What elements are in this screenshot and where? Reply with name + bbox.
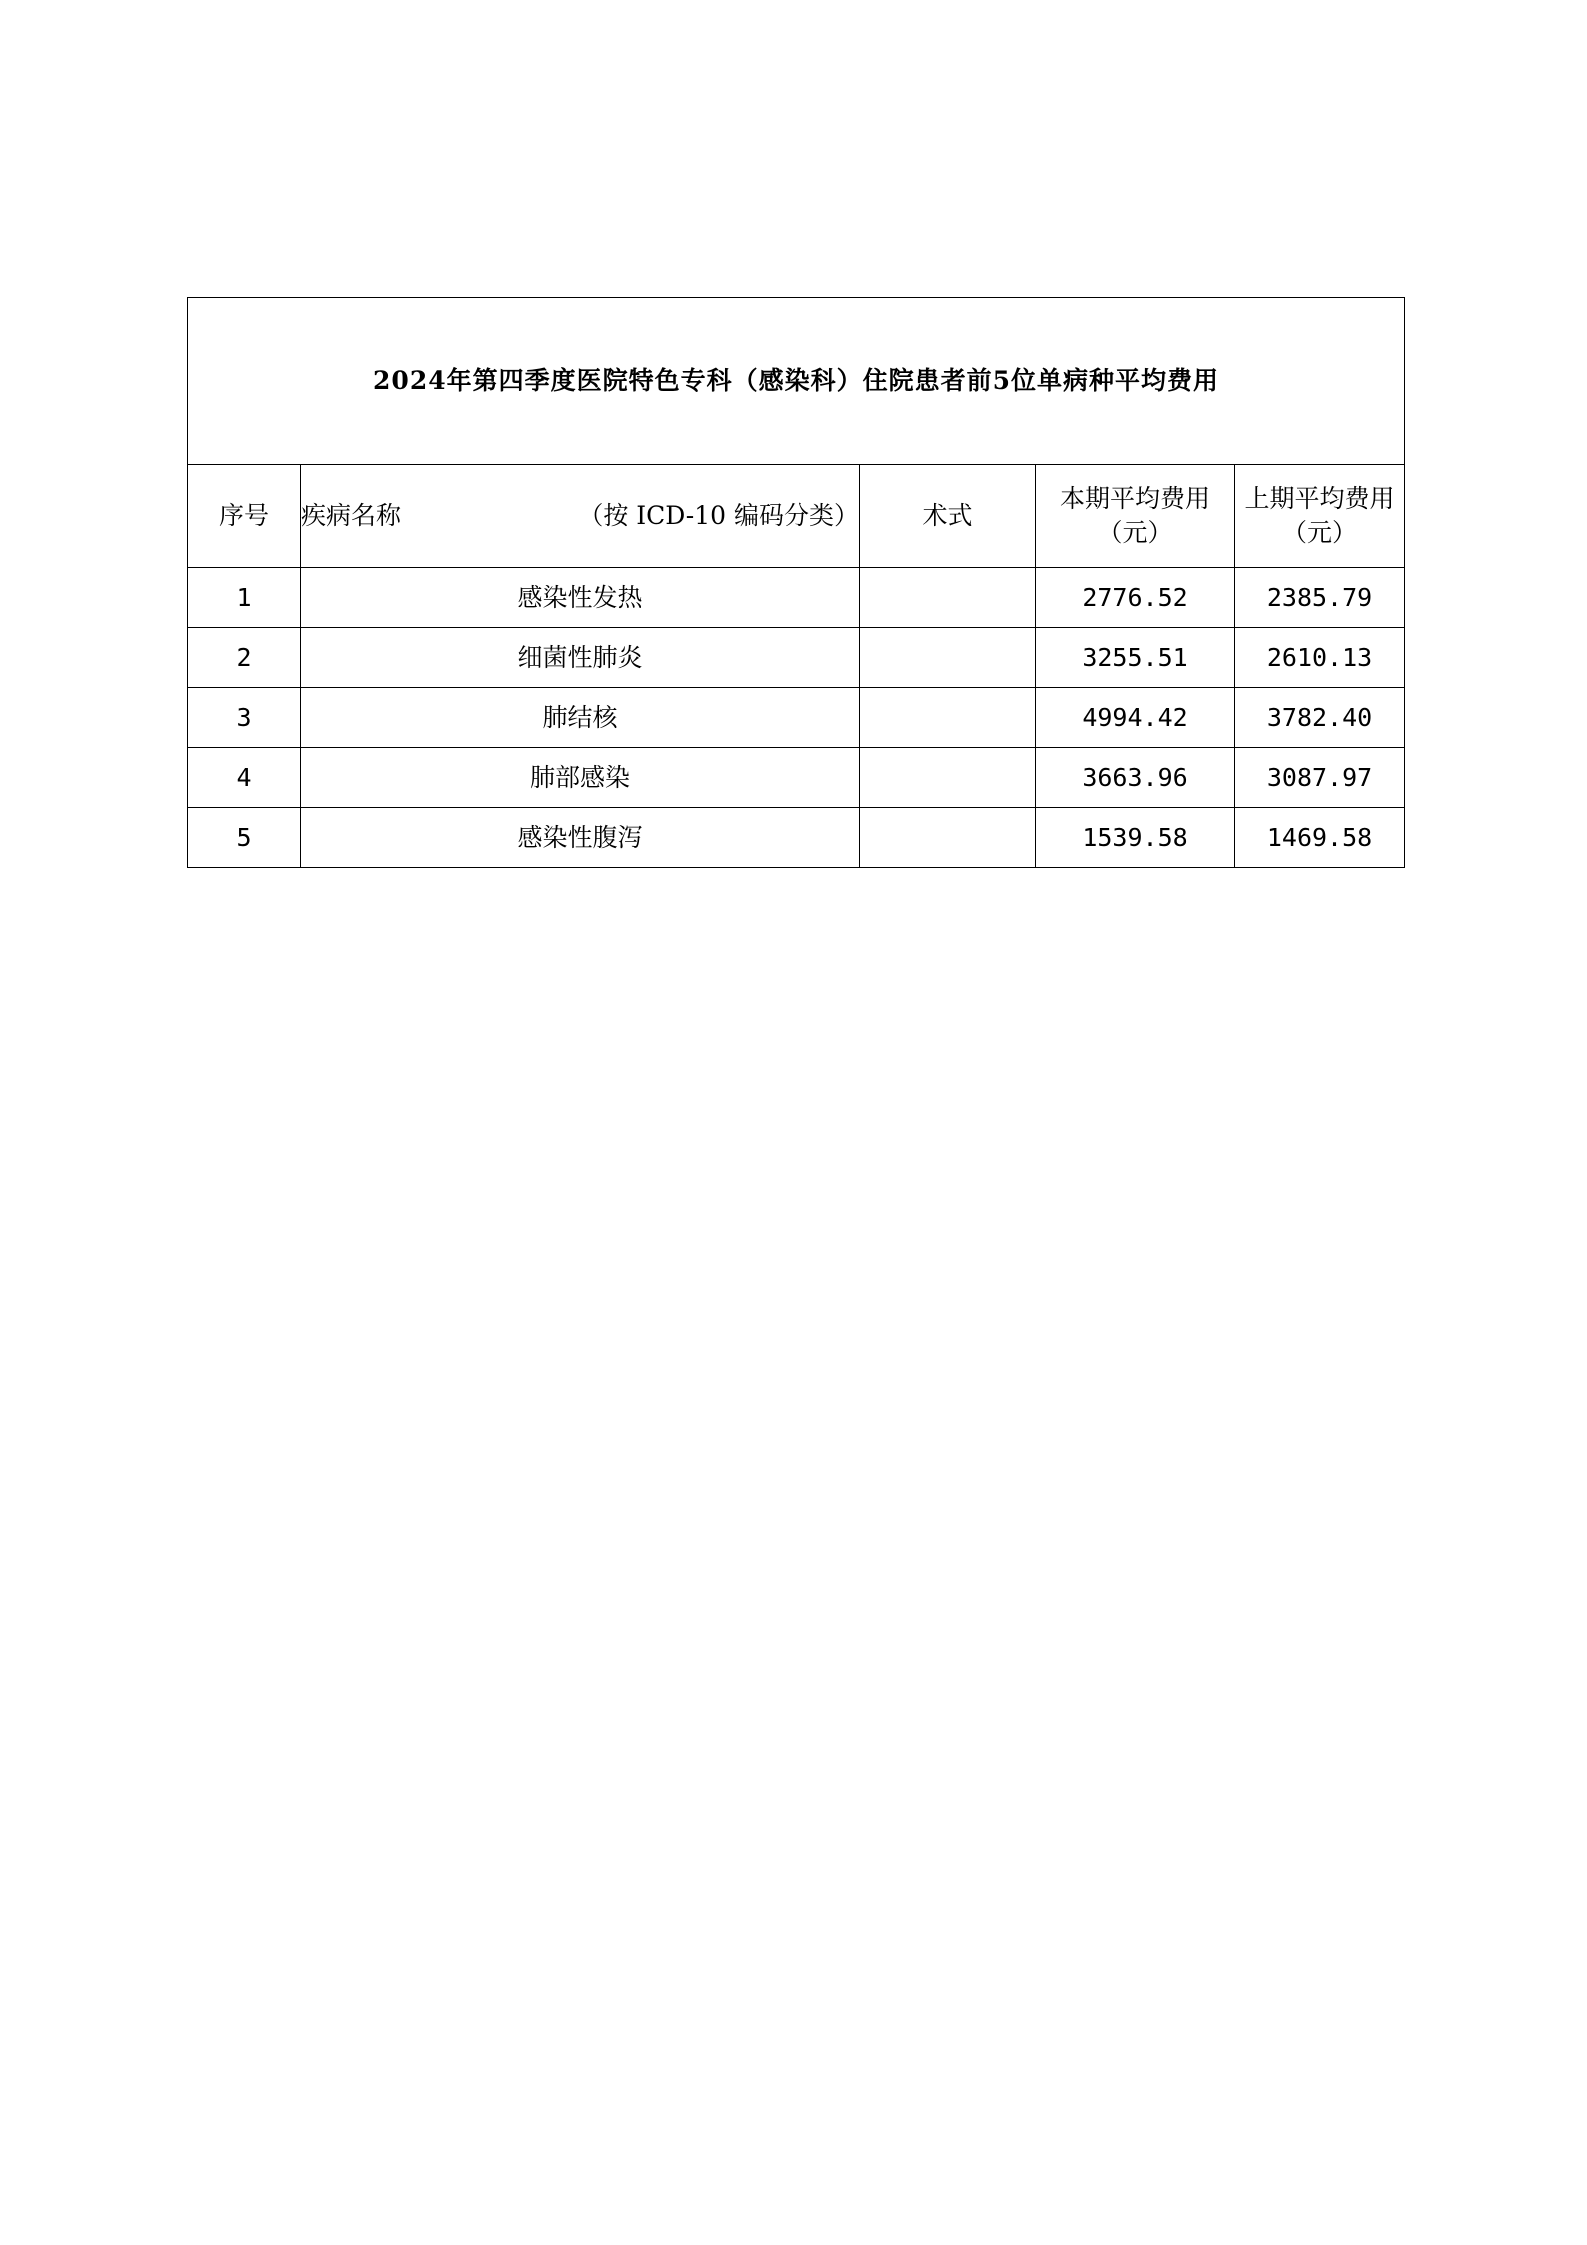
header-current-avg: 本期平均费用（元） — [1036, 465, 1235, 568]
document-title: 2024年第四季度医院特色专科（感染科）住院患者前5位单病种平均费用 — [373, 366, 1220, 396]
row-procedure — [860, 688, 1036, 748]
title-cell — [188, 298, 1405, 465]
table-row — [188, 628, 1405, 688]
row-current-avg: 2776.52 — [1036, 568, 1235, 628]
header-previous-avg: 上期平均费用（元） — [1235, 465, 1405, 568]
row-previous-avg: 3782.40 — [1235, 688, 1405, 748]
row-seq: 1 — [188, 568, 301, 628]
header-disease-name-label: 疾病名称 — [301, 501, 402, 531]
row-disease-name: 细菌性肺炎 — [301, 628, 860, 688]
row-disease-name: 肺部感染 — [301, 748, 860, 808]
row-previous-avg: 2610.13 — [1235, 628, 1405, 688]
row-disease-name: 感染性发热 — [301, 568, 860, 628]
row-previous-avg: 2385.79 — [1235, 568, 1405, 628]
row-procedure — [860, 628, 1036, 688]
row-current-avg: 1539.58 — [1036, 808, 1235, 868]
header-procedure: 术式 — [860, 465, 1036, 568]
row-current-avg: 3255.51 — [1036, 628, 1235, 688]
row-current-avg: 4994.42 — [1036, 688, 1235, 748]
header-row — [188, 465, 1405, 568]
row-disease-name: 肺结核 — [301, 688, 860, 748]
row-seq: 4 — [188, 748, 301, 808]
header-classification-label: （按 ICD-10 编码分类） — [578, 501, 859, 531]
header-seq: 序号 — [188, 465, 301, 568]
row-seq: 2 — [188, 628, 301, 688]
row-procedure — [860, 808, 1036, 868]
row-procedure — [860, 568, 1036, 628]
table-row — [188, 688, 1405, 748]
row-disease-name: 感染性腹泻 — [301, 808, 860, 868]
table-row — [188, 748, 1405, 808]
table-row — [188, 568, 1405, 628]
row-current-avg: 3663.96 — [1036, 748, 1235, 808]
table-row — [188, 808, 1405, 868]
row-procedure — [860, 748, 1036, 808]
fee-table — [187, 297, 1405, 868]
row-seq: 5 — [188, 808, 301, 868]
title-row — [188, 298, 1405, 465]
row-previous-avg: 1469.58 — [1235, 808, 1405, 868]
row-previous-avg: 3087.97 — [1235, 748, 1405, 808]
header-disease-name — [301, 465, 860, 568]
row-seq: 3 — [188, 688, 301, 748]
